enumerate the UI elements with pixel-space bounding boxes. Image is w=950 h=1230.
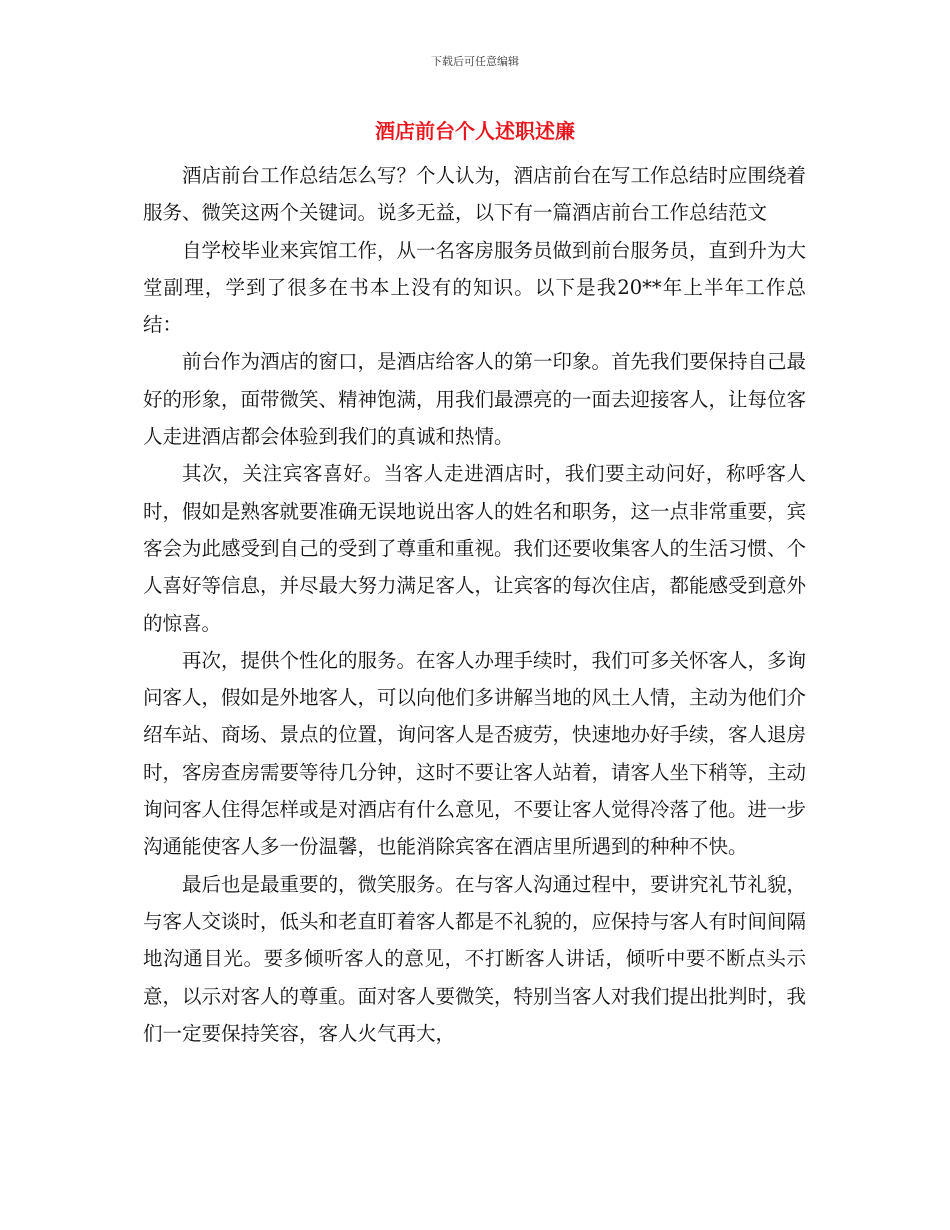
paragraph: 酒店前台工作总结怎么写？个人认为，酒店前台在写工作总结时应围绕着服务、微笑这两个关键词。说多无益，以下有一篇酒店前台工作总结范文 [143, 164, 807, 225]
document-body [143, 157, 806, 1052]
paragraph: 自学校毕业来宾馆工作，从一名客房服务员做到前台服务员，直到升为大堂副理，学到了很多在书本上没有的知识。以下是我20**年上半年工作总结： [143, 238, 807, 337]
paragraph: 其次，关注宾客喜好。当客人走进酒店时，我们要主动问好，称呼客人时，假如是熟客就要准确无误地说出客人的姓名和职务，这一点非常重要，宾客会为此感受到自己的受到了尊重和重视。我们还要收集客人的生活习惯、个人喜好等信息，并尽最大努力满足客人，让宾客的每次住店，都能感受到意外的惊喜。 [143, 462, 807, 635]
paragraph: 再次，提供个性化的服务。在客人办理手续时，我们可多关怀客人，多询问客人，假如是外地客人，可以向他们多讲解当地的风土人情，主动为他们介绍车站、商场、景点的位置，询问客人是否疲劳，快速地办好手续，客人退房时，客房查房需要等待几分钟，这时不要让客人站着，请客人坐下稍等，主动询问客人住得怎样或是对酒店有什么意见，不要让客人觉得冷落了他。进一步沟通能使客人多一份温馨，也能消除宾客在酒店里所遇到的种种不快。 [143, 648, 807, 859]
header-note: 下载后可任意编辑 [431, 55, 519, 68]
document-title: 酒店前台个人述职述廉 [375, 119, 575, 143]
paragraph: 最后也是最重要的，微笑服务。在与客人沟通过程中，要讲究礼节礼貌，与客人交谈时，低头和老直盯着客人都是不礼貌的，应保持与客人有时间间隔地沟通目光。要多倾听客人的意见，不打断客人讲话，倾听中要不断点头示意，以示对客人的尊重。面对客人要微笑，特别当客人对我们提出批判时，我们一定要保持笑容，客人火气再大， [143, 872, 807, 1045]
paragraph: 前台作为酒店的窗口，是酒店给客人的第一印象。首先我们要保持自己最好的形象，面带微笑、精神饱满，用我们最漂亮的一面去迎接客人，让每位客人走进酒店都会体验到我们的真诚和热情。 [143, 350, 807, 449]
